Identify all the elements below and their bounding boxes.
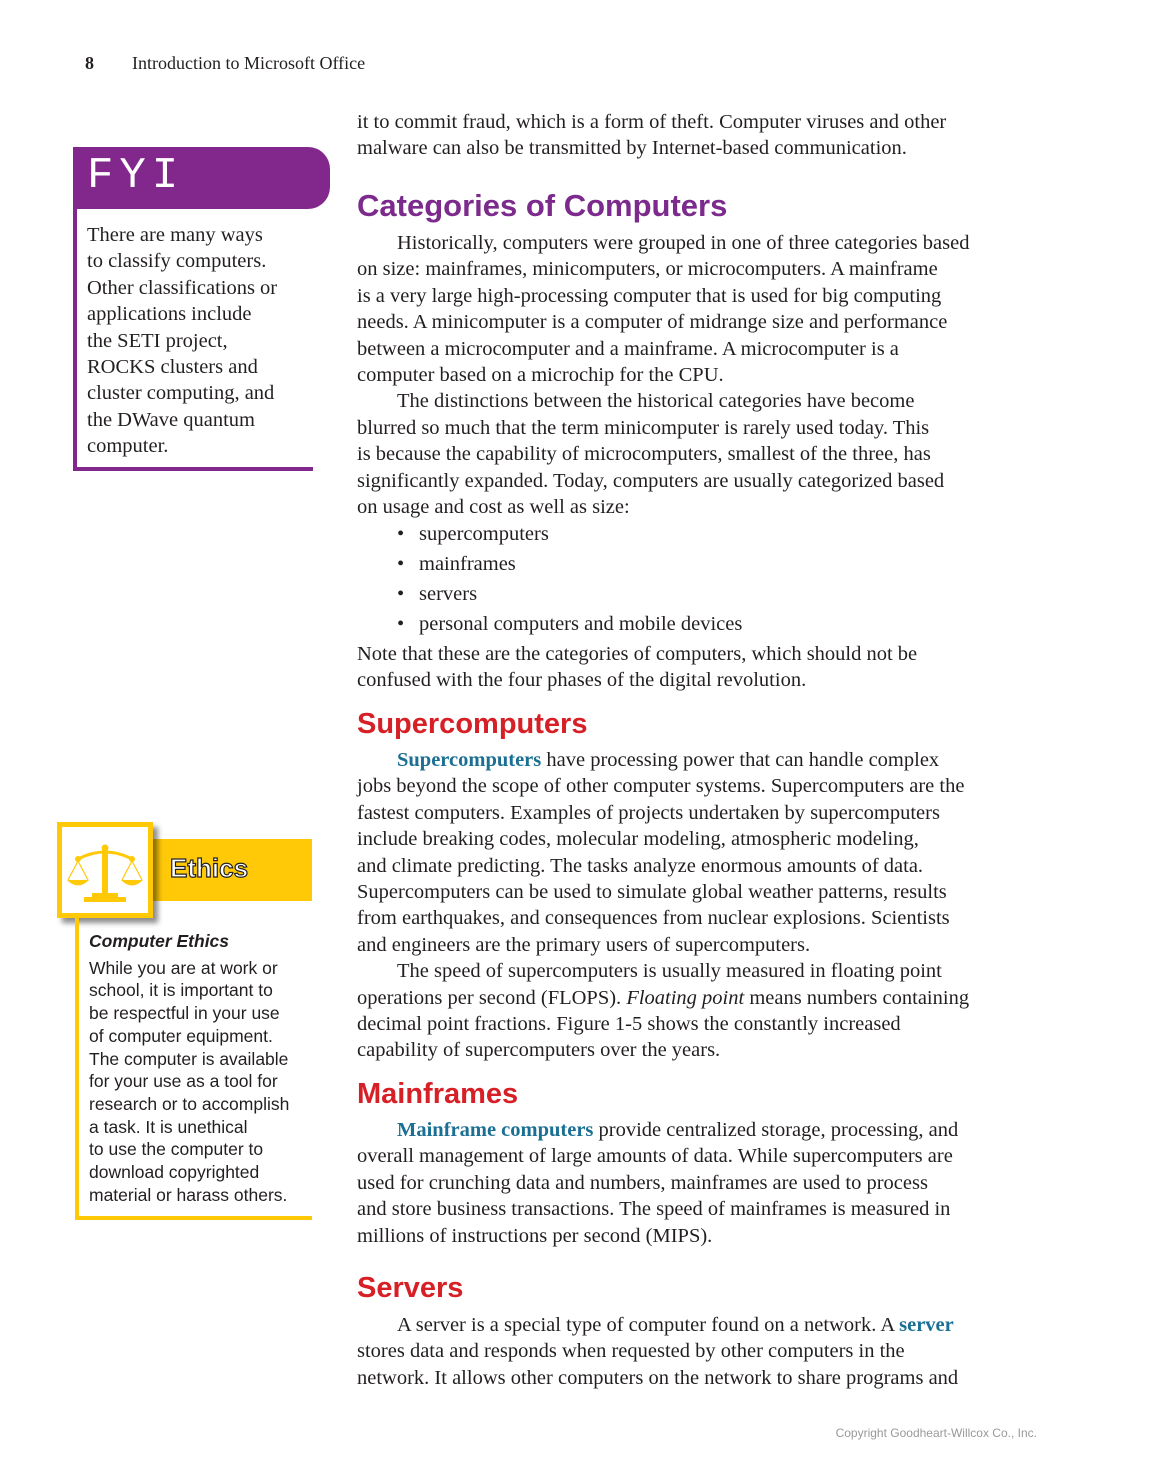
text-run: have processing power that can handle complex: [541, 749, 940, 771]
scales-of-justice-icon: [57, 822, 153, 918]
text-line: [357, 879, 969, 905]
text-run: decimal point fractions. Figure 1-5 shows the constantly increased: [357, 1013, 901, 1036]
text-line: [357, 1338, 958, 1364]
fyi-border-bottom: [73, 467, 313, 471]
text-line: [357, 1117, 958, 1143]
ethics-line: material or harass others.: [89, 1184, 288, 1205]
text-line: [357, 309, 969, 335]
ethics-title: Ethics: [170, 853, 249, 883]
page-number: 8: [85, 53, 94, 73]
section-heading: Servers: [357, 1272, 464, 1304]
text-line: [357, 1143, 958, 1169]
text-line: [357, 336, 969, 362]
body-paragraph: [357, 747, 969, 1064]
text-run: and engineers are the primary users of supercomputers.: [357, 933, 811, 956]
text-run: blurred so much that the term minicomputer is rarely used today. This: [357, 416, 930, 439]
text-line: [357, 135, 946, 161]
text-line: [357, 1312, 958, 1338]
text-run: overall management of large amounts of data. While supercomputers are: [357, 1145, 953, 1168]
ethics-line: for your use as a tool for: [89, 1071, 278, 1092]
text-line: [357, 747, 969, 773]
text-run: capability of supercomputers over the years.: [357, 1039, 721, 1062]
ethics-line: of computer equipment.: [89, 1025, 273, 1046]
ethics-line: to use the computer to: [89, 1139, 264, 1160]
text-run: Historically, computers were grouped in one of three categories based: [397, 232, 970, 254]
text-run: millions of instructions per second (MIPS).: [357, 1224, 713, 1247]
text-run: fastest computers. Examples of projects undertaken by supercomputers: [357, 801, 940, 824]
body-paragraph: [357, 230, 969, 520]
ethics-border: [75, 918, 79, 1220]
text-line: [357, 441, 969, 467]
text-line: [357, 415, 969, 441]
text-run: malware can also be transmitted by Internet-based communication.: [357, 137, 907, 160]
ethics-line: While you are at work or: [89, 957, 278, 978]
text-run: needs. A minicomputer is a computer of midrange size and performance: [357, 311, 948, 334]
text-line: [357, 109, 946, 135]
fyi-line: the SETI project,: [87, 329, 228, 352]
ethics-border-bottom: [75, 1216, 312, 1220]
running-header: Introduction to Microsoft Office: [132, 53, 366, 73]
fyi-line: applications include: [87, 303, 252, 326]
text-run: and climate predicting. The tasks analyze enormous amounts of data.: [357, 854, 924, 877]
body-paragraph: [357, 1312, 958, 1391]
fyi-line: Other classifications or: [87, 276, 278, 299]
fyi-line: ROCKS clusters and: [87, 356, 258, 379]
fyi-title: FYI: [87, 151, 185, 201]
text-run: Supercomputers can be used to simulate global weather patterns, results: [357, 881, 947, 904]
text-run: is because the capability of microcomputers, smallest of the three, has: [357, 443, 931, 466]
fyi-line: the DWave quantum: [87, 408, 255, 431]
text-line: [357, 958, 969, 984]
ethics-line: a task. It is unethical: [89, 1116, 248, 1137]
fyi-border: [73, 209, 77, 470]
text-run: Note that these are the categories of computers, which should not be: [357, 643, 918, 665]
bullet-item: • supercomputers: [357, 519, 742, 549]
key-term: Supercomputers: [397, 749, 542, 771]
text-line: [357, 468, 969, 494]
ethics-text: [89, 930, 289, 1206]
text-run: used for crunching data and numbers, mainframes are used to process: [357, 1171, 928, 1194]
ethics-line: be respectful in your use: [89, 1003, 280, 1024]
text-line: [357, 1365, 958, 1391]
ethics-line: download copyrighted: [89, 1162, 260, 1183]
text-run: A server is a special type of computer found on a network. A: [397, 1314, 900, 1336]
text-line: [357, 362, 969, 388]
text-line: [357, 932, 969, 958]
copyright-footer: Copyright Goodheart-Willcox Co., Inc.: [835, 1426, 1037, 1440]
text-line: [357, 1223, 958, 1249]
text-line: [357, 773, 969, 799]
text-line: [357, 853, 969, 879]
fyi-header: [73, 147, 330, 209]
text-run: Floating point: [626, 986, 745, 1009]
text-line: [357, 388, 969, 414]
text-line: [357, 1011, 969, 1037]
fyi-line: computer.: [87, 435, 169, 458]
section-heading: Categories of Computers: [357, 188, 728, 223]
section-heading: Mainframes: [357, 1078, 519, 1110]
text-line: [357, 1196, 958, 1222]
text-line: [357, 826, 969, 852]
text-run: from earthquakes, and consequences from nuclear explosions. Scientists: [357, 907, 950, 930]
text-run: is a very large high-processing computer that is used for big computing: [357, 284, 942, 307]
text-run: it to commit fraud, which is a form of theft. Computer viruses and other: [357, 111, 947, 133]
key-term: Mainframe computers: [397, 1119, 594, 1141]
text-line: [357, 800, 969, 826]
text-run: confused with the four phases of the digital revolution.: [357, 669, 807, 692]
body-paragraph: [357, 1117, 958, 1249]
text-run: between a microcomputer and a mainframe. A microcomputer is a: [357, 337, 899, 360]
section-heading: Supercomputers: [357, 708, 588, 740]
text-run: means numbers containing: [744, 986, 970, 1009]
fyi-text: [87, 222, 277, 460]
text-run: jobs beyond the scope of other computer systems. Supercomputers are the: [357, 775, 965, 798]
ethics-heading: Computer Ethics: [89, 931, 230, 951]
text-line: [357, 667, 917, 693]
text-line: [357, 641, 917, 667]
text-run: network. It allows other computers on the network to share programs and: [357, 1366, 959, 1389]
body-paragraph: [357, 109, 946, 162]
text-run: provide centralized storage, processing, and: [593, 1119, 959, 1141]
text-line: [357, 905, 969, 931]
text-run: operations per second (FLOPS).: [357, 986, 627, 1009]
bullet-item: • servers: [357, 579, 742, 609]
text-run: stores data and responds when requested by other computers in the: [357, 1340, 905, 1363]
text-line: [357, 256, 969, 282]
fyi-line: to classify computers.: [87, 250, 267, 273]
text-run: computer based on a microchip for the CPU.: [357, 364, 724, 387]
bullet-item: • personal computers and mobile devices: [357, 609, 742, 639]
key-term: server: [899, 1314, 954, 1336]
text-run: on size: mainframes, minicomputers, or microcomputers. A mainframe: [357, 258, 938, 281]
text-line: [357, 1037, 969, 1063]
text-line: [357, 283, 969, 309]
text-line: [357, 985, 969, 1011]
ethics-line: school, it is important to: [89, 980, 273, 1001]
fyi-line: There are many ways: [87, 224, 263, 246]
ethics-line: The computer is available: [89, 1048, 289, 1069]
text-run: significantly expanded. Today, computers are usually categorized based: [357, 469, 945, 492]
bullet-list: [357, 519, 742, 639]
text-line: [357, 494, 969, 520]
text-run: and store business transactions. The speed of mainframes is measured in: [357, 1198, 951, 1221]
body-paragraph: [357, 641, 917, 694]
text-line: [357, 230, 969, 256]
text-run: The distinctions between the historical categories have become: [397, 390, 915, 413]
text-run: on usage and cost as well as size:: [357, 496, 630, 519]
text-run: include breaking codes, molecular modeling, atmospheric modeling,: [357, 828, 919, 851]
fyi-line: cluster computing, and: [87, 382, 275, 405]
text-line: [357, 1170, 958, 1196]
text-run: The speed of supercomputers is usually measured in floating point: [397, 960, 942, 983]
bullet-item: • mainframes: [357, 549, 742, 579]
ethics-line: research or to accomplish: [89, 1093, 290, 1114]
